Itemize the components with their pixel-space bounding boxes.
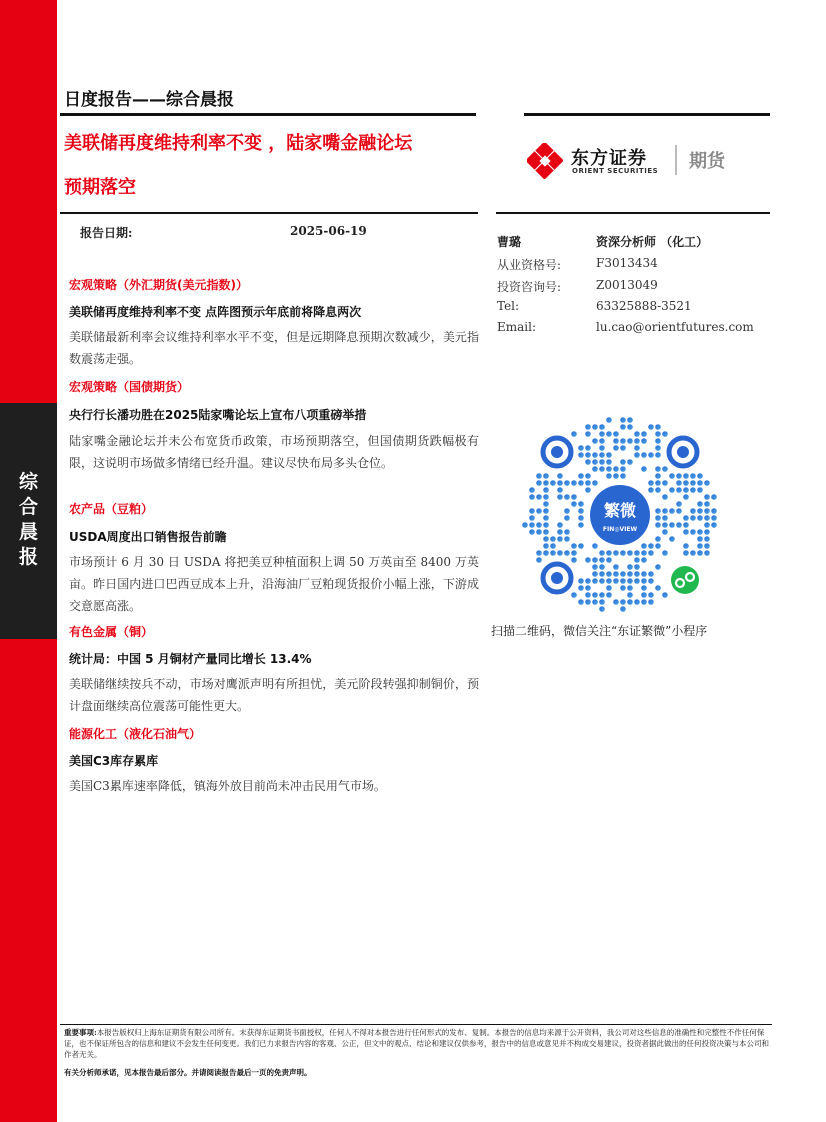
wechat-mini-program-icon (671, 566, 699, 594)
divider (60, 113, 476, 116)
divider (60, 212, 478, 214)
analyst-field-label: Tel: (497, 299, 520, 313)
analyst-field-value: F3013434 (596, 256, 658, 270)
analyst-field-value: Z0013049 (596, 278, 658, 292)
company-logo (527, 143, 747, 179)
date-value: 2025-06-19 (290, 224, 367, 238)
qr-caption: 扫描二维码，微信关注“东证繁微”小程序 (491, 624, 708, 638)
footer-notice-text: 本报告版权归上海东证期货有限公司所有。未获得东证期货书面授权，任何人不得对本报告进行任何形式的发布、复制。本报告的信息均来源于公开资料，我公司对这些信息的准确性和完整性不作任何保证，也不保证所包含的信息和建议不会发生任何变更。我们已力求报告内容的客观、公正，但文中的观点、结论和建议仅供参考，报告中的信息或意见并不构成交易建议，投资者据此做出的任何投资决策与本公司和作者无关。 (64, 1028, 769, 1059)
analyst-field-label: Email: (497, 320, 537, 334)
page-title (64, 122, 504, 210)
analyst-field-label: 从业资格号: (497, 258, 562, 272)
divider (524, 113, 770, 116)
section-category: 农产品（豆粕） (69, 502, 154, 516)
logo-divider (675, 145, 677, 175)
analyst-role: 资深分析师 （化工） (596, 235, 709, 249)
footer-analyst-commitment: 有关分析师承诺，见本报告最后部分。并请阅读报告最后一页的免责声明。 (64, 1068, 312, 1077)
section-headline: 统计局：中国 5 月铜材产量同比增长 13.4% (69, 652, 312, 666)
analyst-field-label: 投资咨询号: (497, 280, 562, 294)
section-body: 美联储最新利率会议维持利率水平不变，但是远期降息预期次数减少，美元指数震荡走强。 (69, 330, 479, 366)
section-body: 美联储继续按兵不动，市场对鹰派声明有所担忧，美元阶段转强抑制铜价，预计盘面继续高位震荡可能性更大。 (69, 677, 479, 713)
footer-notice (64, 1027, 772, 1060)
logo-name-en: ORIENT SECURITIES (572, 167, 659, 175)
section-headline: USDA周度出口销售报告前瞻 (69, 530, 227, 544)
title-line: 预期落空 (64, 177, 136, 198)
date-label: 报告日期: (80, 226, 133, 240)
footer-divider (60, 1024, 772, 1025)
title-line: 美联储再度维持利率不变 ，陆家嘴金融论坛 (64, 133, 413, 154)
section-headline: 美联储再度维持利率不变 点阵图预示年底前将降息两次 (69, 305, 362, 319)
section-body: 美国C3累库速率降低，镇海外放目前尚未冲击民用气市场。 (69, 779, 386, 793)
section-category: 能源化工（液化石油气） (69, 727, 202, 741)
analyst-field-value: 63325888-3521 (596, 299, 692, 313)
qr-center-text: 繁微 (603, 501, 637, 520)
footer-notice-label: 重要事项: (64, 1028, 97, 1037)
analyst-email[interactable]: lu.cao@orientfutures.com (596, 320, 754, 334)
section-body: 陆家嘴金融论坛并未公布宽货币政策，市场预期落空，但国债期货跌幅极有限，这说明市场做多情绪已经升温。建议尽快布局多头仓位。 (69, 434, 479, 470)
section-headline: 央行行长潘功胜在2025陆家嘴论坛上宣布八项重磅举措 (69, 408, 367, 422)
mini-program-qr-code (517, 412, 723, 618)
divider (496, 212, 770, 214)
orient-logo-icon (527, 143, 563, 179)
logo-division: 期货 (689, 151, 725, 172)
section-headline: 美国C3库存累库 (69, 754, 159, 768)
section-body: 市场预计 6 月 30 日 USDA 将把美豆种植面积上调 50 万英亩至 8400 万英亩。昨日国内进口巴西豆成本上升，沿海油厂豆粕现货报价小幅上涨，下游成交意愿高涨。 (69, 555, 479, 613)
report-type: 日度报告——综合晨报 (64, 90, 234, 110)
section-category: 宏观策略（外汇期货(美元指数)） (69, 278, 248, 292)
sidebar-tab-char: 晨 (18, 521, 38, 543)
sidebar-tab-char: 综 (18, 471, 38, 493)
sidebar-tab-label (0, 470, 57, 570)
analyst-name: 曹璐 (497, 235, 522, 249)
section-category: 有色金属（铜） (69, 625, 154, 639)
section-category: 宏观策略（国债期货） (69, 380, 190, 394)
sidebar-tab-char: 报 (18, 546, 38, 568)
logo-name-cn: 东方证券 (571, 148, 647, 169)
qr-center-subtext: FIN◎VIEW (602, 526, 638, 533)
sidebar-tab-char: 合 (18, 496, 38, 518)
